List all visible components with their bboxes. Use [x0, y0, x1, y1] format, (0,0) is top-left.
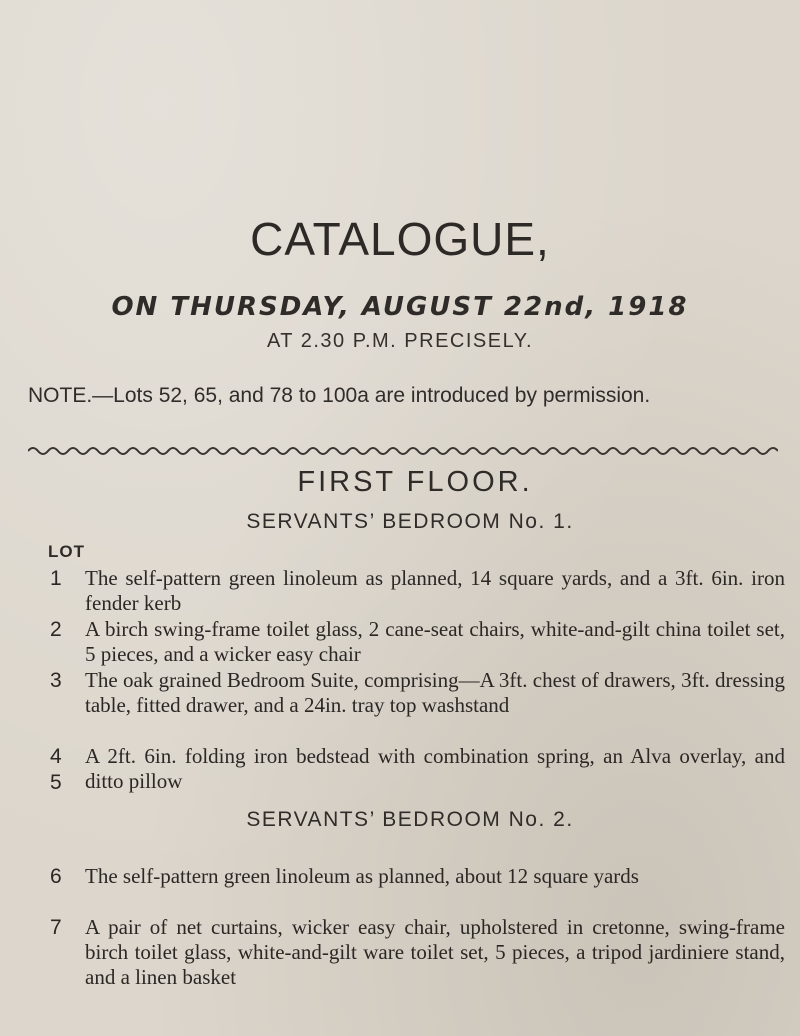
- wavy-divider: [28, 444, 778, 458]
- permission-note: NOTE.—Lots 52, 65, and 78 to 100a are introduced by permission.: [28, 384, 651, 407]
- sale-date: ON THURSDAY, AUGUST 22nd, 1918: [111, 292, 689, 322]
- room-heading-bedroom-1: SERVANTS’ BEDROOM No. 1.: [246, 510, 574, 533]
- lot-item: [50, 744, 790, 794]
- lot-number: 4: [50, 745, 62, 768]
- lot-description: A pair of net curtains, wicker easy chair, upholstered in cretonne, swing-frame birch toilet glass, white-and-gilt ware toilet set, 5 pieces, a tripod jardiniere stand, and a linen basket: [85, 915, 785, 989]
- lot-item: [50, 617, 790, 667]
- lot-item: [50, 668, 790, 718]
- lot-item: [50, 566, 790, 616]
- lot-description: The oak grained Bedroom Suite, comprising—A 3ft. chest of drawers, 3ft. dressing table, fitted drawer, and a 24in. tray top washstand: [85, 668, 785, 717]
- lot-item: [50, 864, 790, 889]
- lot-column-heading: LOT: [48, 542, 85, 561]
- lot-number: 3: [50, 669, 62, 692]
- room-heading-bedroom-2: SERVANTS’ BEDROOM No. 2.: [246, 808, 574, 831]
- lot-number: 5: [50, 771, 62, 794]
- lot-number: 6: [50, 865, 62, 888]
- lot-number: 2: [50, 618, 62, 641]
- sale-time: AT 2.30 P.M. PRECISELY.: [266, 330, 534, 352]
- lot-description: The self-pattern green linoleum as planned, about 12 square yards: [85, 864, 639, 888]
- lot-description: A 2ft. 6in. folding iron bedstead with combination spring, an Alva overlay, and ditto pillow: [85, 744, 785, 793]
- lot-description: The self-pattern green linoleum as planned, 14 square yards, and a 3ft. 6in. iron fender kerb: [85, 566, 785, 615]
- lot-number: 1: [50, 567, 62, 590]
- floor-heading: FIRST FLOOR.: [297, 466, 533, 498]
- catalogue-title: CATALOGUE,: [250, 213, 550, 265]
- lot-item: [50, 915, 790, 990]
- lot-description: A birch swing-frame toilet glass, 2 cane-seat chairs, white-and-gilt china toilet set, 5 pieces, and a wicker easy chair: [85, 617, 785, 666]
- lot-number: 7: [50, 916, 62, 939]
